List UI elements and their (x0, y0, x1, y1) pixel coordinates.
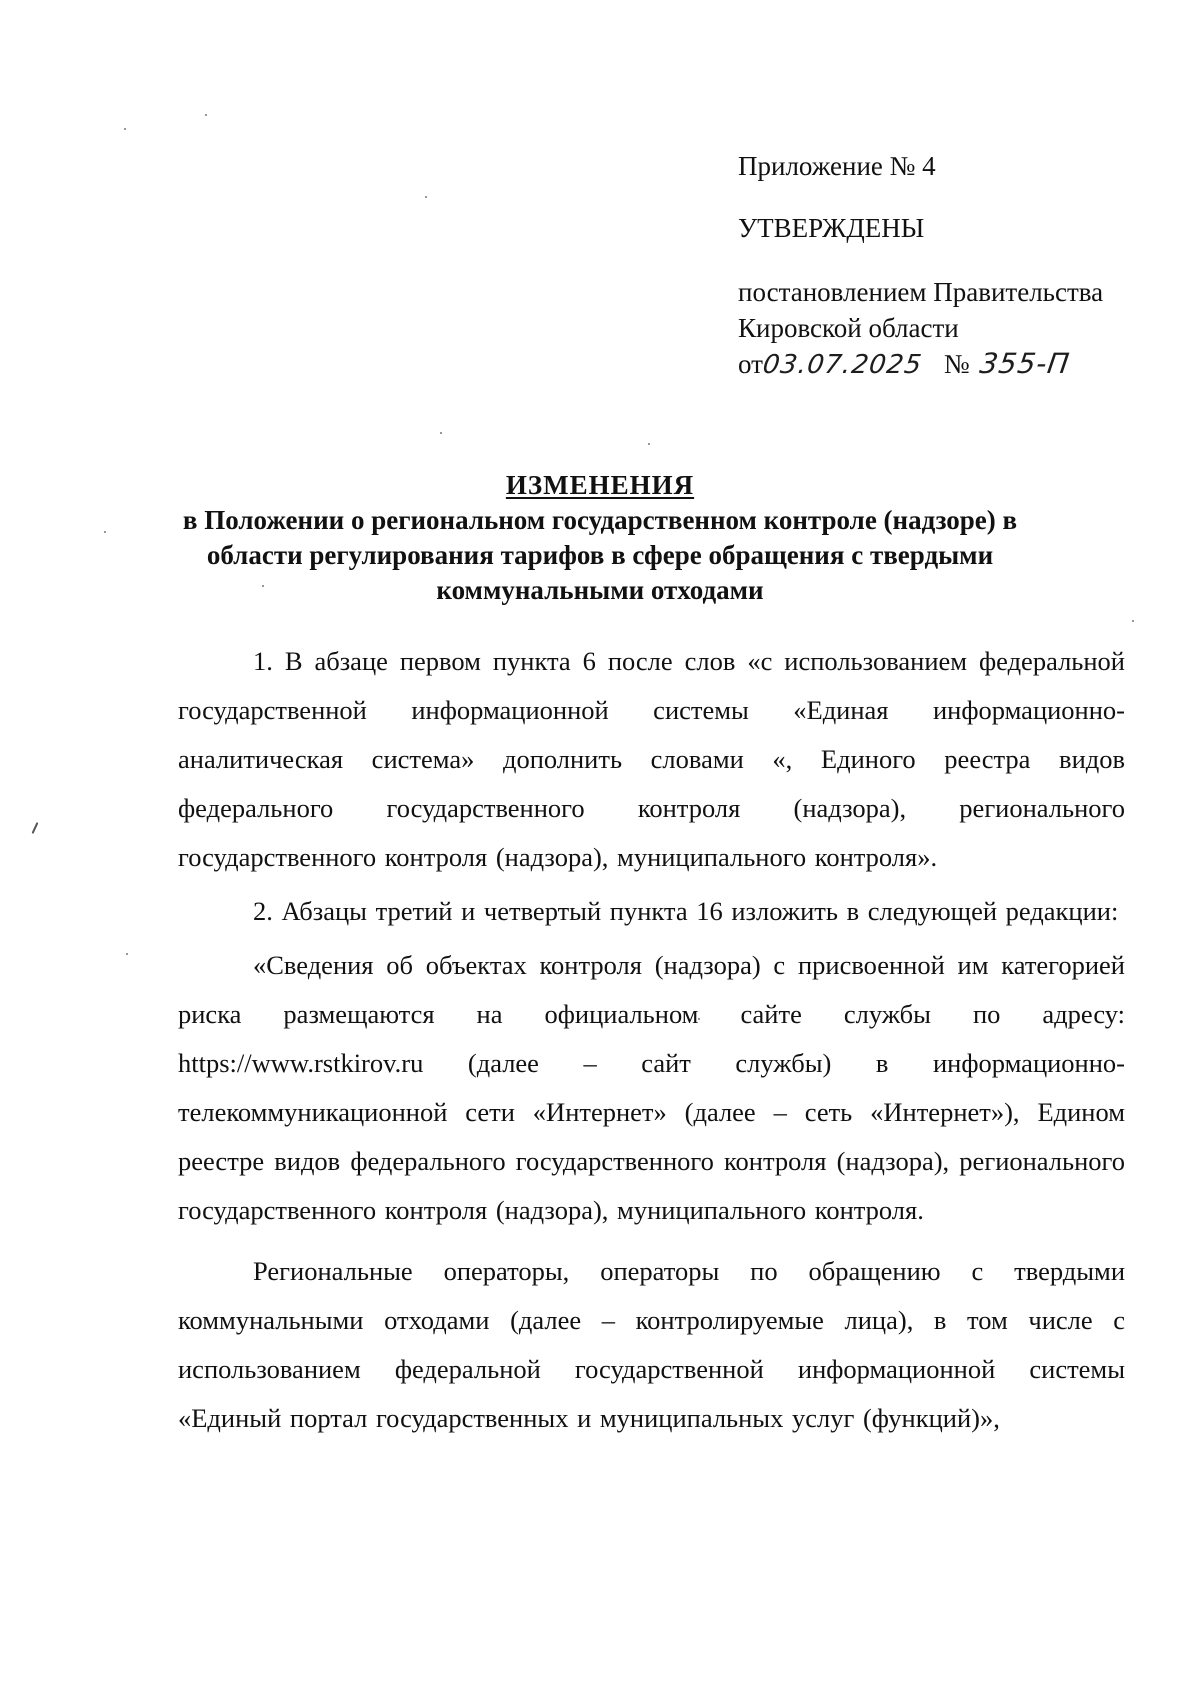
document-title (150, 468, 1050, 608)
decree-reference (738, 274, 1158, 390)
paragraph-2: 2. Абзацы третий и четвертый пункта 16 изложить в следующей редакции: (253, 896, 1119, 926)
scan-speck (32, 822, 39, 834)
paragraph-3: «Сведения об объектах контроля (надзора) с присвоенной им категорией риска размещаются на официальном сайте службы по адресу: https://www.rstkirov.ru (далее – сайт службы) в информационно-телекоммуникационной сети «Интернет» (далее – сеть «Интернет»), Едином реестре видов федерального государственного контроля (надзора), регионального государственного контроля (надзора), муниципального контроля. (178, 950, 1125, 1225)
title-line-2: области регулирования тарифов в сфере обращения с твердыми (206, 540, 994, 570)
scan-speck (440, 432, 442, 434)
decree-line-2: Кировской области (738, 313, 959, 343)
approval-block (738, 148, 1158, 390)
number-sign: № (943, 349, 970, 379)
title-heading: ИЗМЕНЕНИЯ (505, 470, 695, 500)
scan-speck (205, 114, 207, 116)
paragraph-4: Региональные операторы, операторы по обращению с твердыми коммунальными отходами (далее – контролируемые лица), в том числе с использованием федеральной государственной информационной системы «Единый портал государственных и муниципальных услуг (функций)», (178, 1256, 1125, 1433)
paragraph-1: 1. В абзаце первом пункта 6 после слов «с использованием федеральной государственной информационной системы «Единая информационно-аналитическая система» дополнить словами «, Единого реестра видов федерального государственного контроля (надзора), регионального государственного контроля (надзора), муниципального контроля». (178, 646, 1125, 872)
document-body (178, 637, 1125, 1443)
approved-label: УТВЕРЖДЕНЫ (738, 213, 925, 243)
handwritten-date: 03.07.2025 (760, 350, 924, 380)
scan-speck (1132, 620, 1134, 622)
date-prefix: от (738, 349, 763, 379)
scan-speck (648, 443, 650, 445)
appendix-label: Приложение № 4 (738, 151, 936, 181)
handwritten-number: 355-П (977, 347, 1072, 380)
scan-speck (104, 531, 106, 533)
scan-speck (124, 128, 126, 130)
scan-speck (425, 196, 427, 198)
title-line-3: коммунальными отходами (436, 575, 764, 605)
title-line-1: в Положении о региональном государственном контроле (надзоре) в (182, 505, 1018, 535)
decree-line-1: постановлением Правительства (738, 277, 1104, 307)
decree-date-number (738, 346, 1158, 390)
scan-speck (126, 953, 128, 955)
